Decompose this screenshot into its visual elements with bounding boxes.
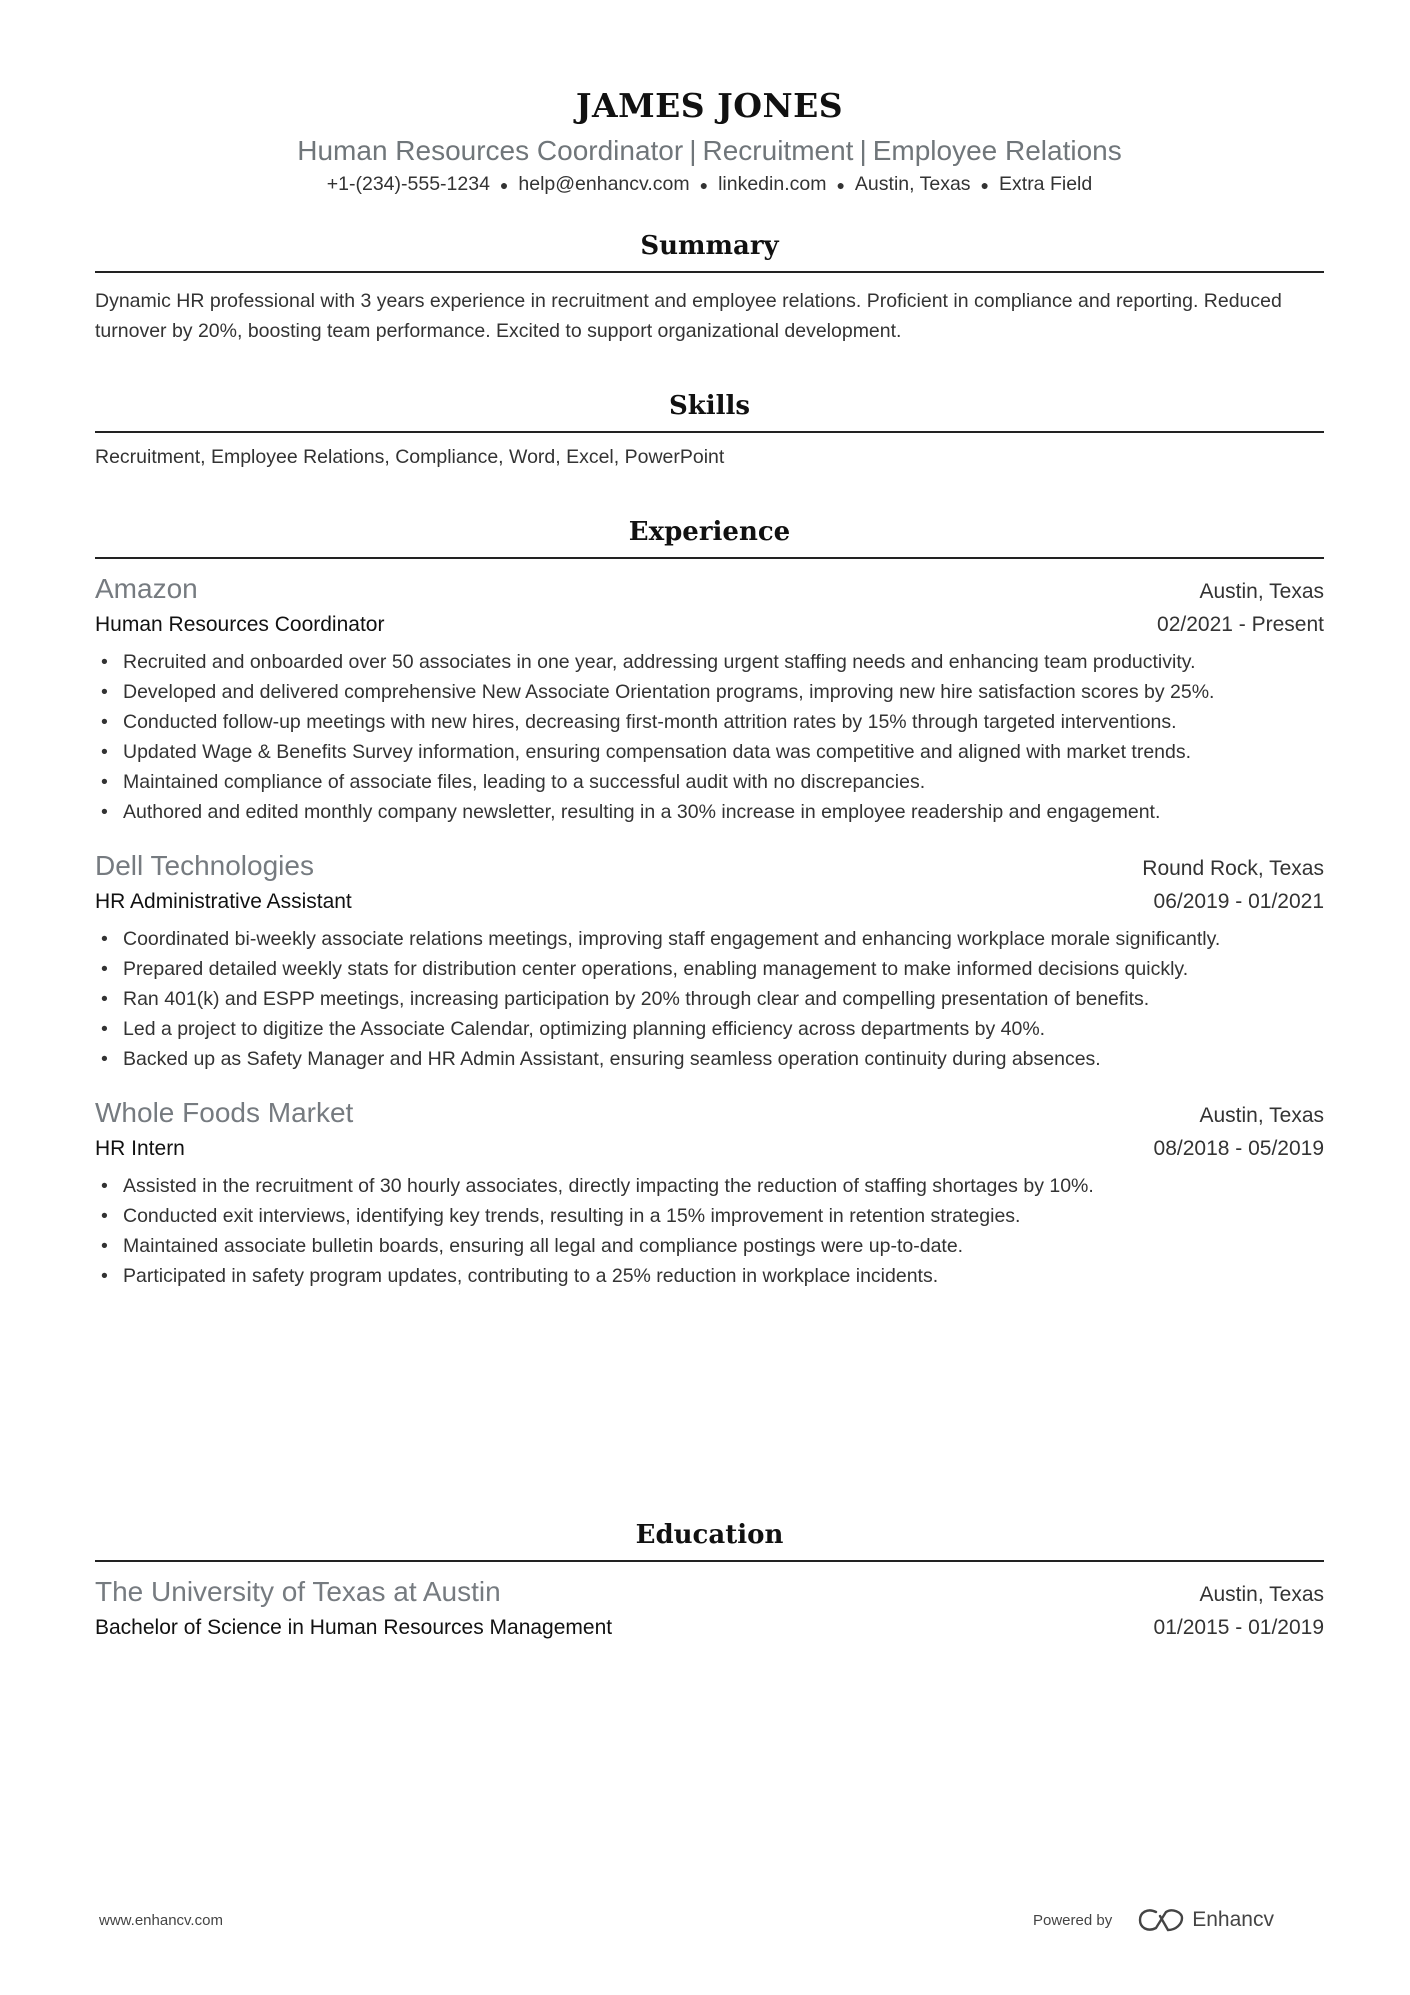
powered-by-label: Powered by — [1033, 1911, 1113, 1929]
achievement-item: • Authored and edited monthly company newsletter, resulting in a 30% increase in employee readership and engagement. — [95, 797, 1324, 827]
achievement-item: • Updated Wage & Benefits Survey information, ensuring compensation data was competitive and aligned with market trends. — [95, 737, 1324, 767]
job-title: Human Resources Coordinator — [95, 613, 385, 636]
achievement-item: • Maintained compliance of associate files, leading to a successful audit with no discrepancies. — [95, 767, 1324, 797]
location: Austin, Texas — [854, 173, 971, 195]
achievement-item: • Assisted in the recruitment of 30 hourly associates, directly impacting the reduction of staffing shortages by 10%. — [95, 1171, 1324, 1201]
headline-title: Recruitment — [702, 135, 854, 166]
company-name: Dell Technologies — [95, 850, 314, 881]
achievement-item: • Conducted follow-up meetings with new hires, decreasing first-month attrition rates by 15% through targeted interventions. — [95, 707, 1324, 737]
candidate-name: JAMES JONES — [575, 86, 844, 125]
summary-text: Dynamic HR professional with 3 years experience in recruitment and employee relations. Proficient in compliance and reporting. Reduced turnover by 20%, boosting team performance. Excited to support organizational development. — [95, 290, 1282, 342]
job-entry — [95, 849, 1324, 1074]
skills-text: Recruitment, Employee Relations, Compliance, Word, Excel, PowerPoint — [95, 446, 725, 468]
achievement-item: • Developed and delivered comprehensive New Associate Orientation programs, improving new hire satisfaction scores by 25%. — [95, 677, 1324, 707]
job-location: Austin, Texas — [1199, 580, 1324, 603]
section-title: Summary — [95, 229, 1324, 273]
separator: | — [689, 135, 697, 166]
separator: | — [859, 135, 867, 166]
achievement-item: • Coordinated bi-weekly associate relations meetings, improving staff engagement and enhancing workplace morale significantly. — [95, 924, 1324, 954]
email-link[interactable]: help@enhancv.com — [518, 173, 690, 195]
job-title: HR Intern — [95, 1137, 185, 1160]
achievement-item: • Participated in safety program updates, contributing to a 25% reduction in workplace incidents. — [95, 1261, 1324, 1291]
section-title: Experience — [95, 515, 1324, 559]
job-entry — [95, 572, 1324, 827]
achievement-item: • Led a project to digitize the Associate Calendar, optimizing planning efficiency across departments by 40%. — [95, 1014, 1324, 1044]
education-dates: 01/2015 - 01/2019 — [1153, 1616, 1324, 1639]
achievement-item: • Backed up as Safety Manager and HR Admin Assistant, ensuring seamless operation continuity during absences. — [95, 1044, 1324, 1074]
headline — [95, 133, 1324, 169]
school-location: Austin, Texas — [1199, 1583, 1324, 1606]
phone: +1-(234)-555-1234 — [326, 173, 490, 195]
school-name: The University of Texas at Austin — [95, 1576, 501, 1607]
bullet-dot: ● — [499, 176, 509, 193]
degree: Bachelor of Science in Human Resources Management — [95, 1616, 613, 1639]
summary-section — [95, 229, 1324, 346]
headline-title: Human Resources Coordinator — [297, 135, 684, 166]
achievement-list — [95, 924, 1324, 1074]
education-section — [95, 1518, 1324, 1644]
section-title: Skills — [95, 389, 1324, 433]
achievement-list — [95, 647, 1324, 827]
experience-section — [95, 515, 1324, 1313]
achievement-item: • Maintained associate bulletin boards, ensuring all legal and compliance postings were up-to-date. — [95, 1231, 1324, 1261]
education-entry — [95, 1575, 1324, 1644]
footer-website[interactable]: www.enhancv.com — [99, 1912, 223, 1929]
company-name: Amazon — [95, 573, 198, 604]
enhancv-logo — [1138, 1908, 1274, 1932]
extra-field: Extra Field — [999, 173, 1093, 195]
job-dates: 02/2021 - Present — [1157, 613, 1324, 636]
job-dates: 06/2019 - 01/2021 — [1153, 890, 1324, 913]
job-location: Austin, Texas — [1199, 1104, 1324, 1127]
achievement-item: • Conducted exit interviews, identifying key trends, resulting in a 15% improvement in retention strategies. — [95, 1201, 1324, 1231]
achievement-item: • Recruited and onboarded over 50 associates in one year, addressing urgent staffing needs and enhancing team productivity. — [95, 647, 1324, 677]
job-dates: 08/2018 - 05/2019 — [1153, 1137, 1324, 1160]
bullet-dot: ● — [699, 176, 709, 193]
bullet-dot: ● — [980, 176, 990, 193]
contact-info — [95, 171, 1324, 198]
achievement-item: • Prepared detailed weekly stats for distribution center operations, enabling management to make informed decisions quickly. — [95, 954, 1324, 984]
bullet-dot: ● — [836, 176, 845, 193]
brand-name: Enhancv — [1192, 1908, 1274, 1931]
achievement-list — [95, 1171, 1324, 1291]
headline-title: Employee Relations — [872, 135, 1122, 166]
job-title: HR Administrative Assistant — [95, 890, 352, 913]
enhancv-logo-icon — [1138, 1908, 1184, 1932]
job-location: Round Rock, Texas — [1142, 857, 1324, 880]
section-title: Education — [95, 1518, 1324, 1562]
skills-section — [95, 389, 1324, 472]
linkedin-link[interactable]: linkedin.com — [718, 173, 827, 195]
powered-by — [1033, 1908, 1274, 1932]
company-name: Whole Foods Market — [95, 1097, 354, 1128]
achievement-item: • Ran 401(k) and ESPP meetings, increasing participation by 20% through clear and compelling presentation of benefits. — [95, 984, 1324, 1014]
job-entry — [95, 1096, 1324, 1291]
